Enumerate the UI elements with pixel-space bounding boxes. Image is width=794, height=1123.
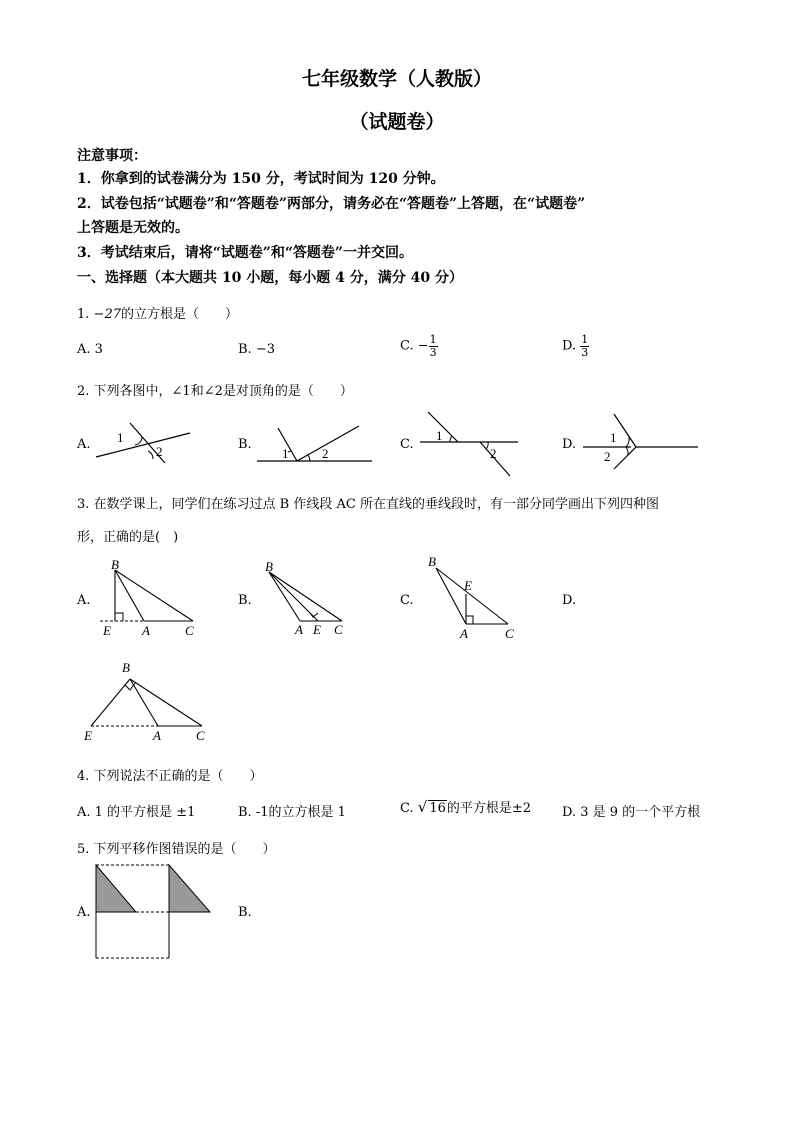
q4-option-d: D. 3 是 9 的一个平方根 [562, 805, 701, 820]
angle-2-label: 2 [490, 446, 497, 461]
point-b-label: B [111, 557, 119, 572]
point-a-label: A [153, 728, 161, 743]
option-sign: − [417, 338, 429, 354]
q2-label-a: A. [77, 437, 91, 452]
point-c-label: C [185, 623, 194, 638]
option-a: A. 3 [77, 342, 103, 357]
q2-figure-a [90, 415, 200, 465]
point-c-label: C [505, 626, 514, 641]
angle-2-label: 2 [322, 446, 329, 461]
angle-1-label: 1 [117, 430, 124, 445]
fraction-numerator: 1 [429, 333, 437, 346]
page-subtitle: （试题卷） [349, 111, 445, 133]
option-value: −3 [255, 342, 275, 357]
point-e-label: E [103, 623, 111, 638]
angle-1-label: 1 [610, 430, 617, 445]
point-a-label: A [295, 622, 303, 637]
option-label: C. [400, 801, 414, 816]
q4-option-b: B. -1的立方根是 1 [238, 805, 346, 820]
point-b-label: B [122, 660, 130, 675]
fraction-numerator: 1 [581, 333, 589, 346]
option-label: D. [562, 338, 577, 354]
radicand: 16 [429, 801, 446, 816]
angle-1-label: 1 [282, 446, 289, 461]
option-text: 的平方根是±2 [446, 801, 532, 816]
q5-figure-a [92, 860, 217, 965]
q2-label-d: D. [562, 437, 577, 452]
point-b-label: B [428, 554, 436, 569]
q3-label-b: B. [238, 593, 252, 608]
angle-2-label: 2 [156, 444, 163, 459]
option-label: C. [400, 338, 414, 354]
fraction [580, 334, 589, 358]
option-b [238, 342, 275, 357]
fraction-denominator: 3 [429, 345, 437, 359]
fraction [429, 334, 438, 358]
q3-label-a: A. [77, 593, 91, 608]
option-c [400, 334, 438, 358]
q5-label-a: A. [77, 905, 91, 920]
question-3-line-2: 形，正确的是( ) [77, 530, 179, 545]
math-expression: −27 [93, 307, 121, 322]
point-a-label: A [460, 626, 468, 641]
q5-label-b: B. [238, 905, 252, 920]
q4-option-c [400, 797, 531, 816]
q2-label-b: B. [238, 437, 252, 452]
question-4: 4. 下列说法不正确的是（ ） [77, 769, 263, 784]
angle-1-label: 1 [436, 428, 443, 443]
point-e-label: E [84, 728, 92, 743]
q3-figure-b [262, 558, 362, 643]
q3-figure-d [82, 658, 214, 748]
q4-option-a: A. 1 的平方根是 ±1 [77, 805, 196, 820]
notice-item-1: 1．你拿到的试卷满分为 150 分，考试时间为 120 分钟。 [77, 171, 445, 187]
sqrt-icon: √ [417, 798, 428, 816]
option-d [562, 334, 589, 358]
option-label: B. [238, 342, 252, 357]
q2-label-c: C. [400, 437, 414, 452]
point-a-label: A [142, 623, 150, 638]
question-stem: 的立方根是（ ） [120, 307, 238, 322]
notice-item-3: 3．考试结束后，请将“试题卷”和“答题卷”一并交回。 [77, 245, 413, 261]
q2-figure-b [255, 418, 375, 466]
question-2: 2. 下列各图中，∠1和∠2是对顶角的是（ ） [77, 384, 353, 399]
q2-figure-c [418, 410, 523, 480]
q3-figure-c [424, 552, 524, 644]
question-5: 5. 下列平移作图错误的是（ ） [77, 842, 276, 857]
point-e-label: E [464, 578, 472, 593]
question-number: 1. [77, 307, 90, 322]
question-3-line-1: 3. 在数学课上，同学们在练习过点 B 作线段 AC 所在直线的垂线段时，有一部分同学画出下列四种图 [77, 497, 659, 512]
notice-item-2-cont: 上答题是无效的。 [77, 220, 189, 236]
fraction-denominator: 3 [581, 345, 589, 359]
point-e-label: E [313, 622, 321, 637]
section-heading: 一、选择题（本大题共 10 小题，每小题 4 分，满分 40 分） [77, 270, 463, 286]
q3-label-c: C. [400, 593, 414, 608]
question-1 [77, 303, 238, 322]
q3-label-d: D. [562, 593, 577, 608]
notice-heading: 注意事项： [77, 148, 147, 164]
notice-item-2: 2．试卷包括“试题卷”和“答题卷”两部分，请务必在“答题卷”上答题，在“试题卷” [77, 196, 586, 212]
q3-figure-a [98, 558, 208, 643]
q2-figure-d [580, 412, 702, 472]
angle-2-label: 2 [604, 449, 611, 464]
page-title: 七年级数学（人教版） [301, 68, 492, 90]
point-c-label: C [334, 622, 343, 637]
point-c-label: C [196, 728, 205, 743]
point-b-label: B [265, 559, 273, 574]
